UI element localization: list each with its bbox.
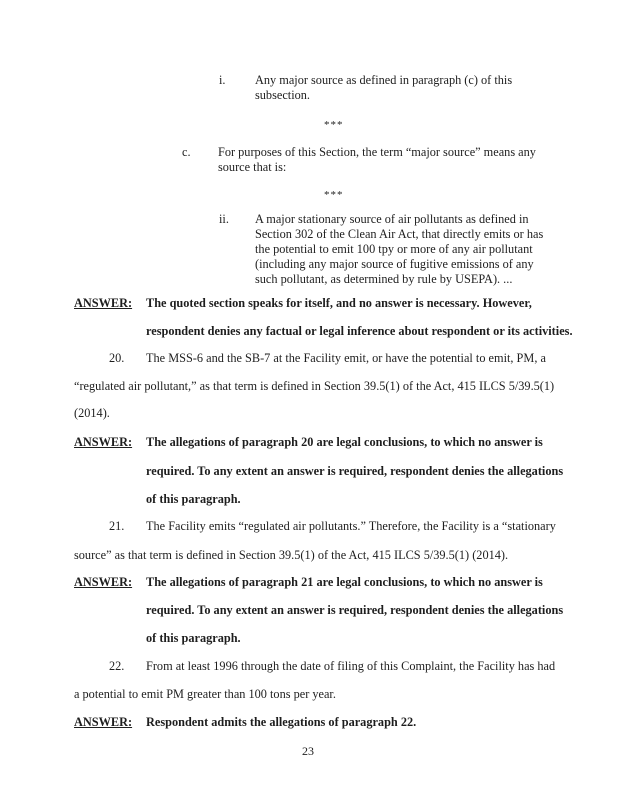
paragraph-21-number: 21. [109,519,125,533]
answer-21-line-2: required. To any extent an answer is required, respondent denies the allegations [146,603,564,617]
paragraph-20-line-1: The MSS-6 and the SB-7 at the Facility emit, or have the potential to emit, PM, a [146,351,546,365]
answer-label: ANSWER: [74,575,133,589]
section-break-stars: *** [324,119,344,131]
item-ii-line-3: the potential to emit 100 tpy or more of any air pollutant [255,242,533,256]
answer-21-line-3: of this paragraph. [146,631,241,645]
paragraph-22-line-1: From at least 1996 through the date of filing of this Complaint, the Facility has had [146,659,556,673]
item-ii-line-5: such pollutant, as determined by rule by USEPA). ... [255,272,513,286]
answer-label: ANSWER: [74,715,133,729]
answer-1-line-1: The quoted section speaks for itself, and no answer is necessary. However, [146,296,532,310]
answer-21-line-1: The allegations of paragraph 21 are legal conclusions, to which no answer is [146,575,543,589]
answer-label: ANSWER: [74,435,133,449]
item-c-line-1: For purposes of this Section, the term “major source” means any [218,145,536,159]
page-number: 23 [302,744,314,758]
item-i-line-1: Any major source as defined in paragraph (c) of this [255,73,513,87]
answer-1-line-2: respondent denies any factual or legal inference about respondent or its activities. [146,324,573,338]
answer-20-line-3: of this paragraph. [146,492,241,506]
item-ii-line-4: (including any major source of fugitive emissions of any [255,257,534,271]
item-c-marker: c. [182,145,191,159]
paragraph-20-line-3: (2014). [74,406,110,420]
answer-20-line-2: required. To any extent an answer is required, respondent denies the allegations [146,464,564,478]
item-ii-line-1: A major stationary source of air pollutants as defined in [255,212,529,226]
item-c-line-2: source that is: [218,160,287,174]
answer-label: ANSWER: [74,296,133,310]
paragraph-21-line-2: source” as that term is defined in Section 39.5(1) of the Act, 415 ILCS 5/39.5(1) (2014). [74,548,509,562]
answer-22-line-1: Respondent admits the allegations of paragraph 22. [146,715,417,729]
item-i-marker: i. [219,73,226,87]
paragraph-21-line-1: The Facility emits “regulated air pollutants.” Therefore, the Facility is a “stationary [146,519,556,533]
paragraph-22-number: 22. [109,659,125,673]
item-ii-marker: ii. [219,212,229,226]
paragraph-22-line-2: a potential to emit PM greater than 100 tons per year. [74,687,336,701]
paragraph-20-number: 20. [109,351,125,365]
item-ii-line-2: Section 302 of the Clean Air Act, that directly emits or has [255,227,544,241]
answer-20-line-1: The allegations of paragraph 20 are legal conclusions, to which no answer is [146,435,543,449]
item-i-line-2: subsection. [255,88,310,102]
section-break-stars: *** [324,189,344,201]
paragraph-20-line-2: “regulated air pollutant,” as that term is defined in Section 39.5(1) of the Act, 415 ILCS 5/39.5(1) [74,379,555,393]
